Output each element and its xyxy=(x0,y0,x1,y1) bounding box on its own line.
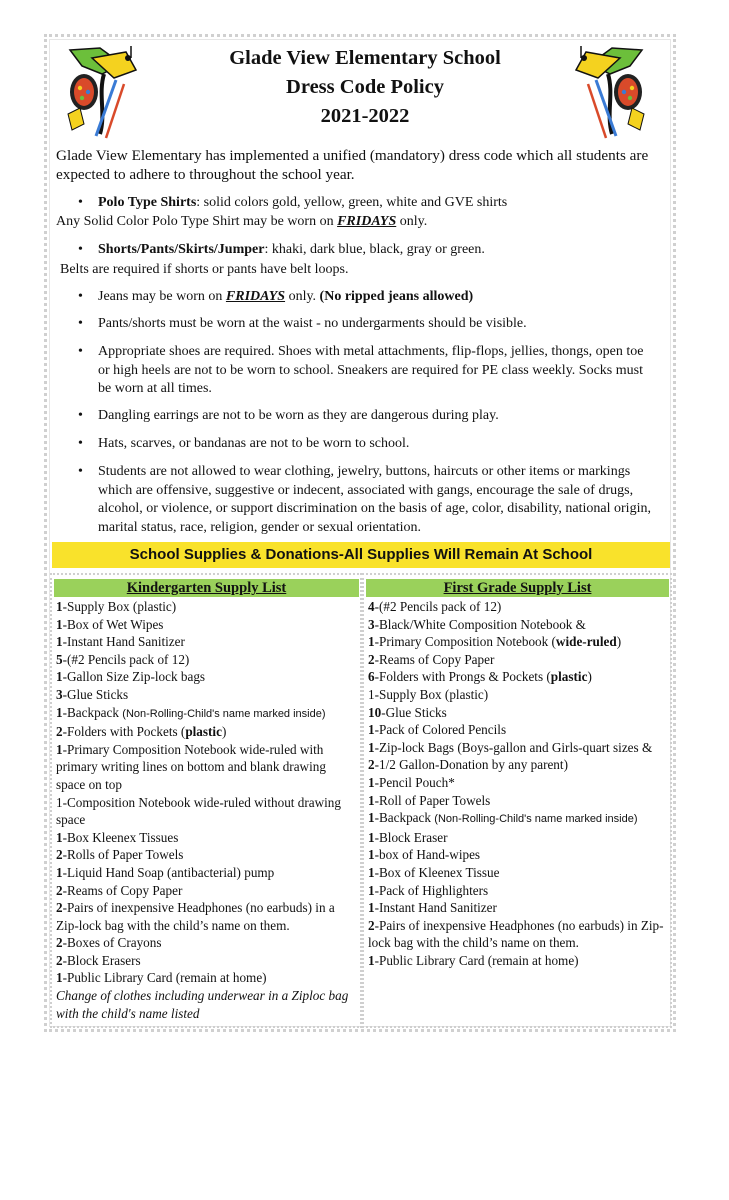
supply-text: -Box Kleenex Tissues xyxy=(62,829,179,845)
supply-qty: 2 xyxy=(56,952,63,968)
first-grade-items xyxy=(368,598,666,969)
clothing-rule: • Students are not allowed to wear clothing, jewelry, buttons, haircuts or other items or markings which are offensive, suggestive or indecent, associated with gangs, encourage the sale of drugs, alcohol, or violence, or support discrimination on the basis of age, color, disability, national origin, marital status, race, religion, gender or sexual orientation. xyxy=(78,464,651,535)
kindergarten-supply-column xyxy=(50,573,362,1028)
supply-text: -Roll of Paper Towels xyxy=(374,792,491,808)
supply-item xyxy=(368,686,666,704)
supply-qty: 1 xyxy=(56,704,63,720)
supply-item xyxy=(368,616,666,634)
supply-qty: 3 xyxy=(368,616,375,632)
supply-suffix: ) xyxy=(587,669,592,685)
supply-item xyxy=(368,917,666,952)
supply-item xyxy=(368,668,666,686)
supply-item xyxy=(56,934,356,952)
supply-note: (Non-Rolling-Child's name marked inside) xyxy=(434,813,638,826)
policy-name: Dress Code Policy xyxy=(286,76,444,98)
supply-item xyxy=(56,969,356,987)
supply-bold: wide-ruled xyxy=(555,634,617,650)
waist-rule: • Pants/shorts must be worn at the waist - no undergarments should be visible. xyxy=(78,315,656,334)
supply-qty: 4 xyxy=(368,599,375,614)
supply-text: -Reams of Copy Paper xyxy=(62,882,183,898)
supply-text: -Box of Kleenex Tissue xyxy=(374,864,500,880)
supply-item xyxy=(368,633,666,651)
supply-item xyxy=(56,633,356,651)
supply-text: -Instant Hand Sanitizer xyxy=(374,900,497,916)
supply-item xyxy=(368,774,666,792)
polo-bullet xyxy=(78,194,656,213)
supply-text: -Box of Wet Wipes xyxy=(62,616,164,632)
no-ripped-jeans: (No ripped jeans allowed) xyxy=(319,289,474,304)
supply-qty: 1 xyxy=(368,864,375,880)
supply-qty: 1 xyxy=(56,616,63,632)
jeans-only: only. xyxy=(285,289,320,304)
supply-text: -Glue Sticks xyxy=(62,686,129,702)
shorts-text: : khaki, dark blue, black, gray or green. xyxy=(264,242,485,257)
supply-text: -Primary Composition Notebook ( xyxy=(374,634,556,650)
kindergarten-heading: Kindergarten Supply List xyxy=(54,579,359,597)
school-art-logo-right xyxy=(572,44,650,140)
kindergarten-items xyxy=(56,598,356,1022)
supply-item xyxy=(56,616,356,634)
supply-qty: 5 xyxy=(56,651,63,667)
supply-text: -Liquid Hand Soap (antibacterial) pump xyxy=(62,864,275,880)
supply-item xyxy=(368,651,666,669)
supply-qty: 1 xyxy=(368,634,375,650)
earrings-rule: • Dangling earrings are not to be worn as they are dangerous during play. xyxy=(78,407,656,426)
supply-qty: 2 xyxy=(56,900,63,916)
supply-bold: plastic xyxy=(550,669,588,685)
first-grade-supply-column xyxy=(362,573,672,1028)
supply-item xyxy=(368,721,666,739)
supply-bold: 2 xyxy=(368,757,375,773)
supply-item xyxy=(368,739,666,774)
supply-suffix: ) xyxy=(221,724,227,740)
fridays-emphasis: FRIDAYS xyxy=(225,289,286,304)
supply-text: -Folders with Pockets ( xyxy=(62,724,186,740)
supply-qty: 1 xyxy=(368,810,375,826)
supply-qty: 2 xyxy=(56,847,63,863)
supply-qty: 1 xyxy=(56,970,63,986)
supply-qty: 2 xyxy=(368,651,375,667)
supply-item xyxy=(56,794,356,829)
fridays-emphasis: FRIDAYS xyxy=(337,214,397,229)
bullet-dot: • xyxy=(78,289,83,304)
supply-item xyxy=(56,723,356,741)
supply-item xyxy=(56,952,356,970)
supply-text: -Folders with Prongs & Pockets ( xyxy=(374,669,551,685)
supply-item xyxy=(56,741,356,794)
supply-qty: 1 xyxy=(56,669,63,685)
supply-qty: 2 xyxy=(56,724,63,740)
supply-qty: 1 xyxy=(56,829,63,845)
supply-suffix: -1/2 Gallon-Donation by any parent) xyxy=(374,757,568,773)
supply-bold: plastic xyxy=(185,724,222,740)
document-title xyxy=(150,44,580,131)
supply-qty: 1 xyxy=(56,634,63,650)
bullet-dot: • xyxy=(78,195,83,210)
supply-qty: 1 xyxy=(368,774,375,790)
first-grade-heading: First Grade Supply List xyxy=(366,579,669,597)
supply-text: -Gallon Size Zip-lock bags xyxy=(62,669,206,685)
supply-item xyxy=(56,668,356,686)
supply-text: -Pairs of inexpensive Headphones (no earbuds) in Zip-lock bag with the child’s name on them. xyxy=(368,917,664,951)
polo-note-text: Any Solid Color Polo Type Shirt may be worn on xyxy=(56,214,338,229)
supply-text: -Block Eraser xyxy=(374,829,448,845)
polo-label: Polo Type Shirts xyxy=(98,195,197,210)
supply-text: 1-Supply Box (plastic) xyxy=(368,686,489,702)
school-name: Glade View Elementary School xyxy=(229,47,501,69)
supply-qty: 1 xyxy=(368,792,375,808)
supply-qty: 1 xyxy=(368,882,375,898)
supply-item xyxy=(56,864,356,882)
change-of-clothes-note: Change of clothes including underwear in a Ziploc bag with the child's name listed xyxy=(56,988,349,1021)
supply-item xyxy=(56,651,356,669)
supply-item xyxy=(368,792,666,810)
supply-text: -Pencil Pouch* xyxy=(374,774,455,790)
supply-text: -Block Erasers xyxy=(62,952,141,968)
bullet-dot: • xyxy=(78,242,83,257)
supply-item xyxy=(368,846,666,864)
supply-item xyxy=(56,899,356,934)
supply-qty: 1 xyxy=(368,739,375,755)
bullet-dot: • xyxy=(78,436,83,451)
school-year: 2021-2022 xyxy=(320,105,410,127)
polo-note-end: only. xyxy=(396,214,428,229)
supply-item xyxy=(368,829,666,847)
supply-qty: 10 xyxy=(368,704,382,720)
jeans-rule xyxy=(78,288,656,307)
bullet-dot: • xyxy=(78,344,83,359)
supply-qty: 1 xyxy=(56,864,63,880)
supply-text: -Rolls of Paper Towels xyxy=(62,847,184,863)
shoes-rule: • Appropriate shoes are required. Shoes with metal attachments, flip-flops, jellies, thongs, open toe or high heels are not to be worn to school. Sneakers are required for PE class weekly. Socks must be worn at all times. xyxy=(78,344,644,396)
supply-text: -Public Library Card (remain at home) xyxy=(374,952,579,968)
supplies-banner: School Supplies & Donations-All Supplies Will Remain At School xyxy=(52,542,670,568)
supply-qty: 1 xyxy=(56,741,63,757)
supply-text: -Pack of Highlighters xyxy=(374,882,489,898)
supply-item xyxy=(368,598,666,616)
supply-qty: 1 xyxy=(368,722,375,738)
bullet-dot: • xyxy=(78,408,83,423)
supply-text: -(#2 Pencils pack of 12) xyxy=(374,599,502,614)
supply-text: -Black/White Composition Notebook & xyxy=(374,616,586,632)
bullet-dot: • xyxy=(78,316,83,331)
supply-item xyxy=(56,882,356,900)
supply-qty: 1 xyxy=(368,847,375,863)
supply-text: -Primary Composition Notebook wide-ruled with primary writing lines on bottom and blank drawing space on top xyxy=(56,741,326,792)
supply-qty: 1 xyxy=(368,952,375,968)
supply-item xyxy=(56,704,356,724)
supply-text: -Boxes of Crayons xyxy=(62,935,162,951)
belts-note: Belts are required if shorts or pants have belt loops. xyxy=(60,262,349,277)
bullet-dot: • xyxy=(78,464,83,479)
supply-item xyxy=(56,829,356,847)
supply-qty: 2 xyxy=(368,917,375,933)
supply-text: -Instant Hand Sanitizer xyxy=(62,634,185,650)
supply-text: -Zip-lock Bags (Boys-gallon and Girls-quart sizes & xyxy=(374,739,653,755)
supply-text: -Backpack xyxy=(374,810,435,826)
supply-text: -box of Hand-wipes xyxy=(374,847,481,863)
supply-qty: 2 xyxy=(56,882,63,898)
supply-qty: 1 xyxy=(368,900,375,916)
supply-item xyxy=(56,846,356,864)
supply-text: -(#2 Pencils pack of 12) xyxy=(62,651,190,667)
intro-paragraph: Glade View Elementary has implemented a unified (mandatory) dress code which all students are expected to adhere to throughout the school year. xyxy=(56,147,649,183)
supply-text: -Backpack xyxy=(62,704,123,720)
shorts-label: Shorts/Pants/Skirts/Jumper xyxy=(98,242,265,257)
supply-qty: 1 xyxy=(56,599,63,614)
supply-item xyxy=(368,952,666,970)
supply-text: -Reams of Copy Paper xyxy=(374,651,495,667)
shorts-bullet xyxy=(78,241,656,260)
school-art-logo-left xyxy=(62,44,140,140)
supply-text: -Public Library Card (remain at home) xyxy=(62,970,267,986)
hats-rule: • Hats, scarves, or bandanas are not to be worn to school. xyxy=(78,435,656,454)
supply-item xyxy=(368,809,666,829)
supply-qty: 1 xyxy=(368,829,375,845)
supply-item xyxy=(368,864,666,882)
supply-text: -Supply Box (plastic) xyxy=(62,599,177,614)
supply-text: -Pack of Colored Pencils xyxy=(374,722,507,738)
supply-item xyxy=(56,686,356,704)
supply-item xyxy=(368,899,666,917)
supply-item xyxy=(56,598,356,616)
supply-item xyxy=(368,704,666,722)
supply-item xyxy=(368,882,666,900)
supply-note: (Non-Rolling-Child's name marked inside) xyxy=(122,707,326,720)
supply-qty: 2 xyxy=(56,935,63,951)
supply-text: -Pairs of inexpensive Headphones (no earbuds) in a Zip-lock bag with the child’s name on them. xyxy=(56,900,335,933)
polo-text: : solid colors gold, yellow, green, white and GVE shirts xyxy=(196,195,508,210)
supply-suffix: ) xyxy=(616,634,622,650)
supply-text: 1-Composition Notebook wide-ruled without drawing space xyxy=(56,794,341,828)
jeans-text: Jeans may be worn on xyxy=(98,289,226,304)
supply-qty: 6 xyxy=(368,669,375,685)
polo-note xyxy=(56,213,656,231)
supply-qty: 3 xyxy=(56,686,63,702)
supply-text: -Glue Sticks xyxy=(381,704,447,720)
